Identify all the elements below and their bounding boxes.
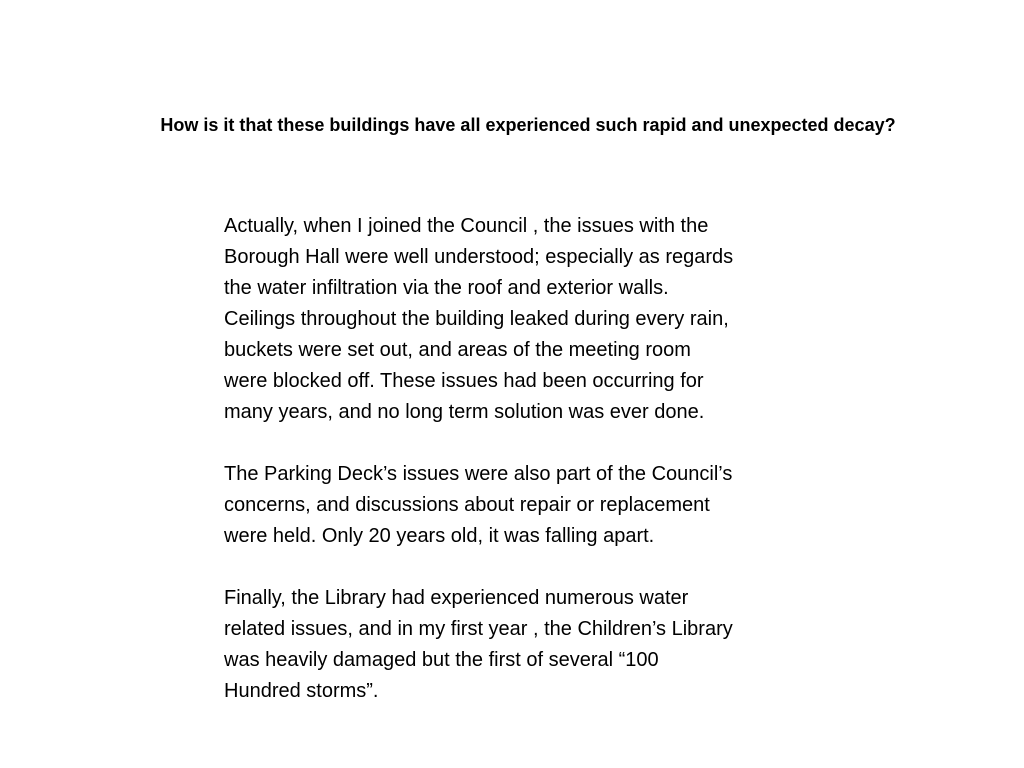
text-line: were held. Only 20 years old, it was falling apart. — [224, 525, 655, 547]
paragraph-parking-deck — [224, 459, 834, 552]
text-line: related issues, and in my first year , the Children’s Library — [224, 618, 733, 640]
text-line: buckets were set out, and areas of the meeting room — [224, 339, 691, 361]
slide-body — [224, 211, 834, 707]
text-line: Ceilings throughout the building leaked during every rain, — [224, 308, 729, 330]
text-line: The Parking Deck’s issues were also part of the Council’s — [224, 463, 733, 485]
text-line: concerns, and discussions about repair or replacement — [224, 494, 710, 516]
text-line: many years, and no long term solution was ever done. — [224, 401, 705, 423]
text-line: Actually, when I joined the Council , the issues with the — [224, 215, 709, 237]
text-line: Borough Hall were well understood; especially as regards — [224, 246, 734, 268]
paragraph-library — [224, 583, 834, 707]
text-line: the water infiltration via the roof and exterior walls. — [224, 277, 669, 299]
paragraph-borough-hall — [224, 211, 834, 428]
text-line: was heavily damaged but the first of several “100 — [224, 649, 659, 671]
slide-heading: How is it that these buildings have all experienced such rapid and unexpected decay? — [160, 115, 896, 135]
text-line: were blocked off. These issues had been occurring for — [224, 370, 704, 392]
text-line: Hundred storms”. — [224, 680, 379, 702]
text-line: Finally, the Library had experienced numerous water — [224, 587, 689, 609]
